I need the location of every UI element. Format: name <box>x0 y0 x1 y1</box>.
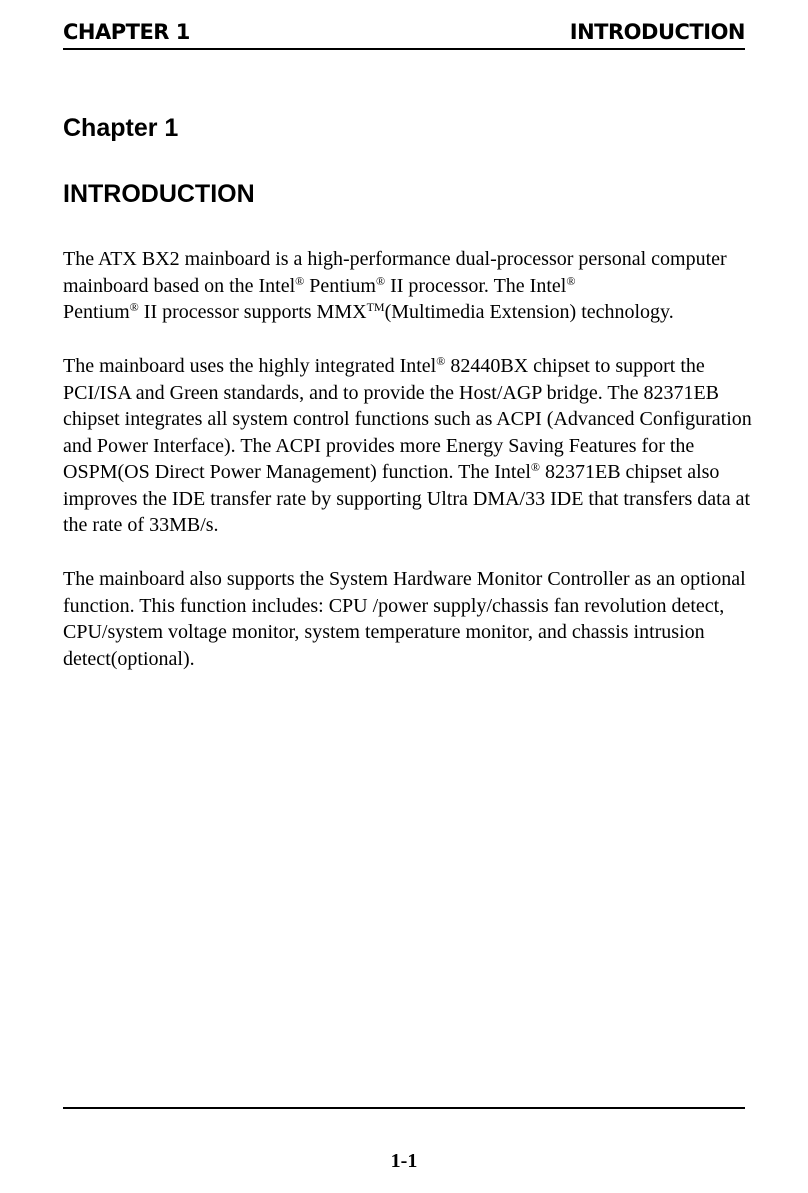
footer-rule <box>63 1107 745 1109</box>
registered-mark: ® <box>566 273 576 288</box>
header-section: INTRODUCTION <box>569 20 745 44</box>
page-number: 1-1 <box>390 1150 418 1172</box>
registered-mark: ® <box>295 273 305 288</box>
chapter-title: INTRODUCTION <box>63 180 255 208</box>
running-header <box>63 18 745 46</box>
header-chapter: CHAPTER 1 <box>63 20 190 44</box>
chapter-label: Chapter 1 <box>63 114 179 142</box>
registered-mark: ® <box>436 354 446 368</box>
paragraph-overview: The ATX BX2 mainboard is a high-performance dual-processor personal computer mainboard based on the Intel® Pentium® II processor. The Intel® Pentium® II processor supports MMX™(Multimedia Extension) technology. <box>63 248 727 323</box>
paragraph-chipset: The mainboard uses the highly integrated Intel® 82440BX chipset to support the PCI/ISA and Green standards, and to provide the Host/AGP bridge. The 82371EB chipset integrates all system control functions such as ACPI (Advanced Configuration and Power Interface). The ACPI provides more Energy Saving Features for the OSPM(OS Direct Power Management) function. The Intel® 82371EB chipset also improves the IDE transfer rate by supporting Ultra DMA/33 IDE that transfers data at the rate of 33MB/s. <box>63 354 752 536</box>
header-rule <box>63 48 745 50</box>
registered-mark: ® <box>530 460 540 474</box>
registered-mark: ® <box>129 300 139 314</box>
registered-mark: ® <box>375 273 386 288</box>
paragraph-hardware-monitor: The mainboard also supports the System Hardware Monitor Controller as an optional function. This function includes: CPU /power supply/chassis fan revolution detect, CPU/system voltage monitor, system temperature monitor, and chassis intrusion detect(optional). <box>63 568 746 670</box>
trademark-mark: TM <box>366 300 385 314</box>
